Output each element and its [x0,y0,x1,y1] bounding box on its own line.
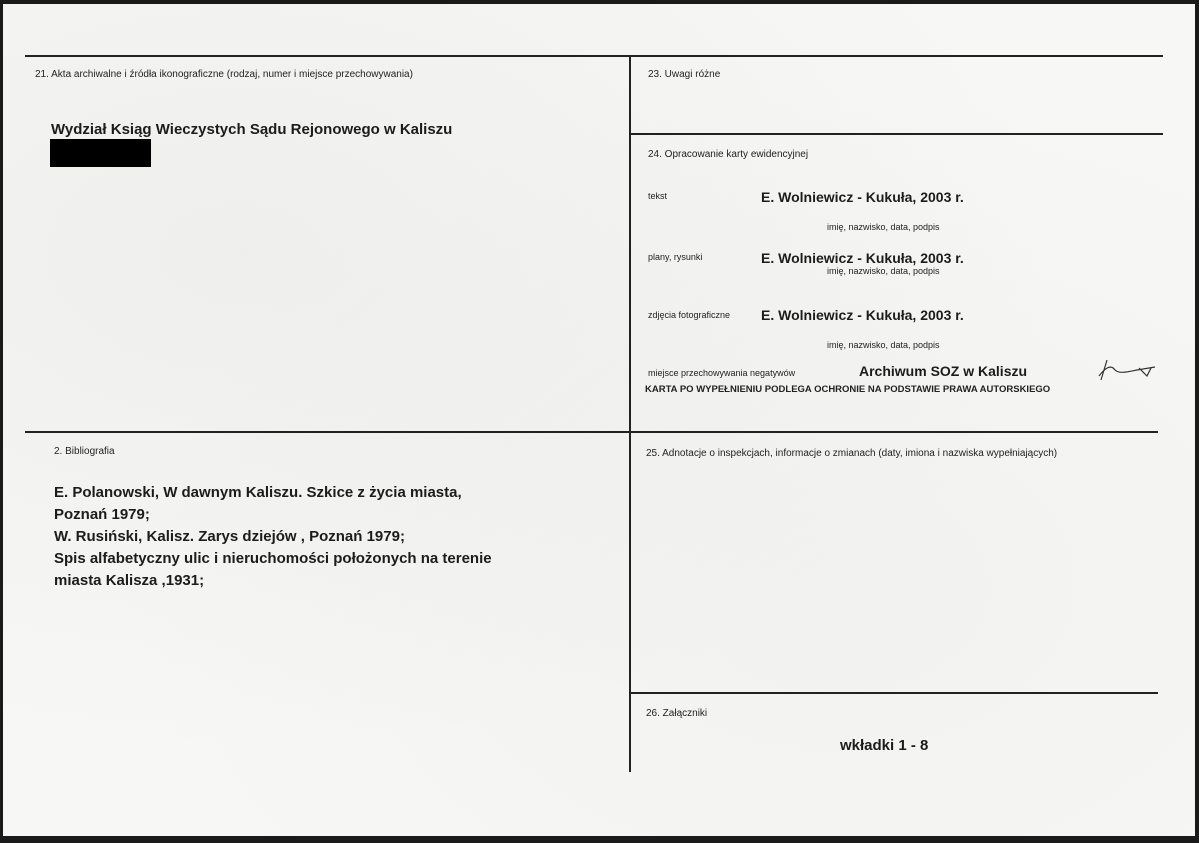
copyright-notice: KARTA PO WYPEŁNIENIU PODLEGA OCHRONIE NA PODSTAWIE PRAWA AUTORSKIEGO [645,384,1051,395]
negatives-label: miejsce przechowywania negatywów [648,368,796,378]
section-23-label: 23. Uwagi różne [648,69,721,80]
section-21-value: Wydział Ksiąg Wieczystych Sądu Rejonowego w Kaliszu [51,121,453,138]
row-plans-caption: imię, nazwisko, data, podpis [827,266,940,276]
section-26-label: 26. Załączniki [646,708,708,719]
row-photos-label: zdjęcia fotograficzne [648,310,731,320]
signature-icon [1093,354,1158,384]
bibliography-line: W. Rusiński, Kalisz. Zarys dziejów , Poznań 1979; [54,528,405,545]
row-text-label: tekst [648,191,668,201]
row-photos-value: E. Wolniewicz - Kukuła, 2003 r. [761,307,964,323]
negatives-value: Archiwum SOZ w Kaliszu [859,363,1028,379]
bibliography-list [54,482,492,592]
row-plans-label: plany, rysunki [648,252,703,262]
top-rule [25,55,1163,57]
section-24-label: 24. Opracowanie karty ewidencyjnej [648,149,809,160]
center-divider [629,55,631,772]
document-page [3,4,1195,836]
bibliography-line: E. Polanowski, W dawnym Kaliszu. Szkice z życia miasta, [54,484,462,501]
section-21-label: 21. Akta archiwalne i źródła ikonograficzne (rodzaj, numer i miejsce przechowywania) [35,69,413,80]
row-photos-caption: imię, nazwisko, data, podpis [827,340,940,350]
redaction-block [50,139,151,167]
section-2-label: 2. Bibliografia [54,446,115,457]
section-25-label: 25. Adnotacje o inspekcjach, informacje o zmianach (daty, imiona i nazwiska wypełniających) [646,448,1058,459]
bibliography-line: Poznań 1979; [54,506,150,523]
row-text-caption: imię, nazwisko, data, podpis [827,222,940,232]
bibliography-line: Spis alfabetyczny ulic i nieruchomości położonych na terenie [54,550,492,567]
middle-rule [25,431,1158,433]
bibliography-line: miasta Kalisza ,1931; [54,572,205,589]
rule-23-24 [629,133,1163,135]
row-text-value: E. Wolniewicz - Kukuła, 2003 r. [761,189,964,205]
section-26-value: wkładki 1 - 8 [840,737,929,754]
rule-25-26 [629,692,1158,694]
row-plans-value: E. Wolniewicz - Kukuła, 2003 r. [761,250,964,266]
